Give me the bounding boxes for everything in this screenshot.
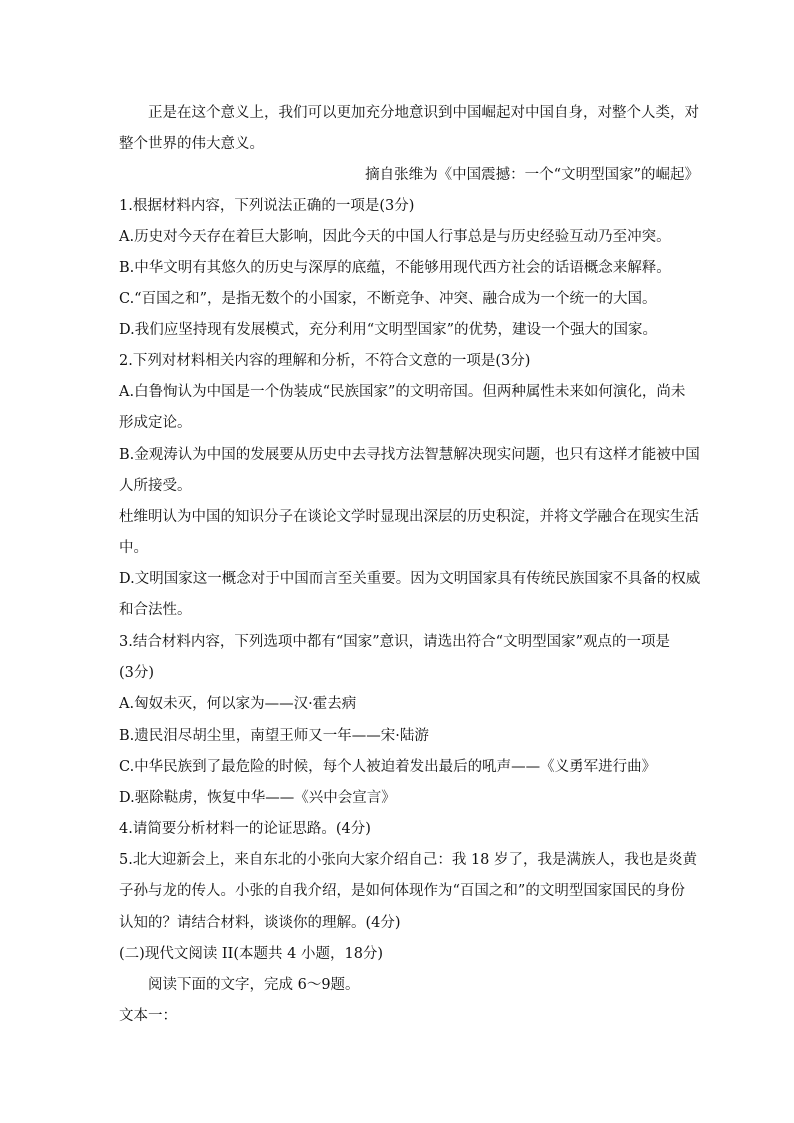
intro-paragraph-line-2: 整个世界的伟大意义。 [119, 136, 264, 152]
question-4-stem: 4.请简要分析材料一的论证思路。(4分) [119, 821, 371, 837]
question-1-stem: 1.根据材料内容，下列说法正确的一项是(3分) [119, 198, 415, 214]
question-3-option-a: A.匈奴未灭，何以家为——汉·霍去病 [119, 696, 357, 712]
section-instruction: 阅读下面的文字，完成 6～9题。 [148, 977, 360, 993]
question-2-option-c-line-2: 中。 [119, 540, 148, 556]
question-2-option-d-line-1: D.文明国家这一概念对于中国而言至关重要。因为文明国家具有传统民族国家不具备的权威 [119, 571, 701, 587]
question-2-stem: 2.下列对材料相关内容的理解和分析，不符合文意的一项是(3分) [119, 353, 531, 369]
question-3-option-c: C.中华民族到了最危险的时候，每个人被迫着发出最后的吼声——《义勇军进行曲》 [119, 759, 657, 775]
question-5-line-2: 子孙与龙的传人。小张的自我介绍，是如何体现作为“百国之和”的文明型国家国民的身份 [119, 883, 685, 899]
source-attribution: 摘自张维为《中国震撼：一个“文明型国家”的崛起》 [365, 167, 699, 183]
intro-paragraph-line-1: 正是在这个意义上，我们可以更加充分地意识到中国崛起对中国自身，对整个人类，对 [148, 105, 699, 121]
question-5-line-1: 5.北大迎新会上，来自东北的小张向大家介绍自己：我 18 岁了，我是满族人，我也是炎黄 [119, 852, 697, 868]
question-2-option-a-line-1: A.白鲁恂认为中国是一个伪装成“民族国家”的文明帝国。但两种属性未来如何演化，尚未 [119, 384, 686, 400]
question-2-option-c-line-1: 杜维明认为中国的知识分子在谈论文学时显现出深层的历史积淀，并将文学融合在现实生活 [119, 509, 699, 525]
question-3-stem-line-2: (3分) [119, 665, 155, 681]
question-2-option-b-line-1: B.金观涛认为中国的发展要从历史中去寻找方法智慧解决现实问题，也只有这样才能被中国 [119, 447, 700, 463]
section-heading: (二)现代文阅读 II(本题共 4 小题，18分) [119, 946, 384, 962]
question-1-option-c: C.“百国之和”，是指无数个的小国家，不断竞争、冲突、融合成为一个统一的大国。 [119, 291, 657, 307]
question-3-option-b: B.遗民泪尽胡尘里，南望王师又一年——宋·陆游 [119, 728, 429, 744]
question-3-stem-line-1: 3.结合材料内容，下列选项中都有“国家”意识，请选出符合“文明型国家”观点的一项是 [119, 634, 670, 650]
question-1-option-b: B.中华文明有其悠久的历史与深厚的底蕴，不能够用现代西方社会的话语概念来解释。 [119, 260, 671, 276]
question-1-option-a: A.历史对今天存在着巨大影响，因此今天的中国人行事总是与历史经验互动乃至冲突。 [119, 229, 671, 245]
question-5-line-3: 认知的？请结合材料，谈谈你的理解。(4分) [119, 915, 401, 931]
question-3-option-d: D.驱除鞑虏，恢复中华——《兴中会宣言》 [119, 790, 396, 806]
text-one-label: 文本一： [119, 1008, 177, 1024]
question-2-option-b-line-2: 人所接受。 [119, 478, 192, 494]
question-2-option-a-line-2: 形成定论。 [119, 415, 192, 431]
question-2-option-d-line-2: 和合法性。 [119, 602, 192, 618]
question-1-option-d: D.我们应坚持现有发展模式，充分利用“文明型国家”的优势，建设一个强大的国家。 [119, 322, 658, 338]
